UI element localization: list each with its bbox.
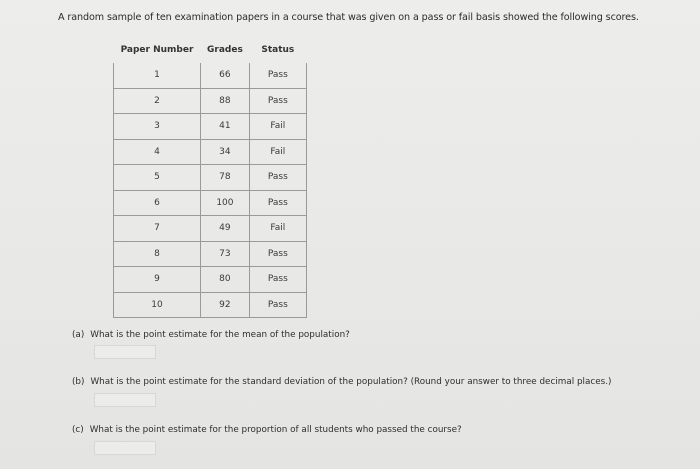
table-row bbox=[114, 241, 307, 267]
status-cell: Fail bbox=[249, 139, 306, 165]
paper-number-cell: 10 bbox=[114, 292, 201, 318]
paper-number-cell: 5 bbox=[114, 165, 201, 191]
question-c-letter: (c) bbox=[72, 425, 84, 435]
scores-table bbox=[113, 37, 307, 318]
table-row bbox=[114, 165, 307, 191]
paper-number-cell: 1 bbox=[114, 63, 201, 89]
grade-cell: 78 bbox=[201, 165, 250, 191]
paper-number-cell: 2 bbox=[114, 88, 201, 114]
paper-number-cell: 3 bbox=[114, 114, 201, 140]
question-b bbox=[72, 377, 611, 387]
table-header-row bbox=[114, 38, 307, 63]
question-b-text: What is the point estimate for the standard deviation of the population? (Round your answer to three decimal places.) bbox=[90, 377, 612, 387]
paper-number-cell: 4 bbox=[114, 139, 201, 165]
status-cell: Pass bbox=[249, 63, 306, 89]
answer-c-input[interactable] bbox=[94, 441, 156, 455]
status-cell: Fail bbox=[249, 114, 306, 140]
status-cell: Pass bbox=[249, 88, 306, 114]
grade-cell: 100 bbox=[201, 190, 250, 216]
problem-intro: A random sample of ten examination papers in a course that was given on a pass or fail basis showed the following scores. bbox=[58, 12, 639, 23]
header-status: Status bbox=[261, 45, 295, 55]
answer-b-input[interactable] bbox=[94, 393, 156, 407]
paper-number-cell: 9 bbox=[114, 267, 201, 293]
grade-cell: 92 bbox=[201, 292, 250, 318]
table-row bbox=[114, 114, 307, 140]
status-cell: Pass bbox=[249, 165, 306, 191]
table-row bbox=[114, 88, 307, 114]
answer-a-input[interactable] bbox=[94, 345, 156, 359]
status-cell: Pass bbox=[249, 241, 306, 267]
grade-cell: 66 bbox=[201, 63, 250, 89]
question-c-text: What is the point estimate for the proportion of all students who passed the course? bbox=[89, 425, 462, 435]
status-cell: Pass bbox=[249, 267, 306, 293]
grade-cell: 80 bbox=[201, 267, 250, 293]
paper-number-cell: 7 bbox=[114, 216, 201, 242]
status-cell: Pass bbox=[249, 190, 306, 216]
grade-cell: 41 bbox=[201, 114, 250, 140]
question-b-letter: (b) bbox=[72, 377, 85, 387]
table-row bbox=[114, 216, 307, 242]
status-cell: Pass bbox=[249, 292, 306, 318]
question-a-letter: (a) bbox=[72, 330, 85, 340]
header-grades: Grades bbox=[207, 45, 243, 55]
table-row bbox=[114, 63, 307, 89]
question-c bbox=[72, 425, 462, 435]
grade-cell: 34 bbox=[201, 139, 250, 165]
question-a bbox=[72, 330, 350, 340]
grade-cell: 49 bbox=[201, 216, 250, 242]
header-paper-number: Paper Number bbox=[120, 45, 194, 55]
table-row bbox=[114, 139, 307, 165]
paper-number-cell: 8 bbox=[114, 241, 201, 267]
table-row bbox=[114, 292, 307, 318]
table-row bbox=[114, 267, 307, 293]
table-row bbox=[114, 190, 307, 216]
status-cell: Fail bbox=[249, 216, 306, 242]
grade-cell: 73 bbox=[201, 241, 250, 267]
paper-number-cell: 6 bbox=[114, 190, 201, 216]
question-a-text: What is the point estimate for the mean of the population? bbox=[90, 330, 350, 340]
grade-cell: 88 bbox=[201, 88, 250, 114]
